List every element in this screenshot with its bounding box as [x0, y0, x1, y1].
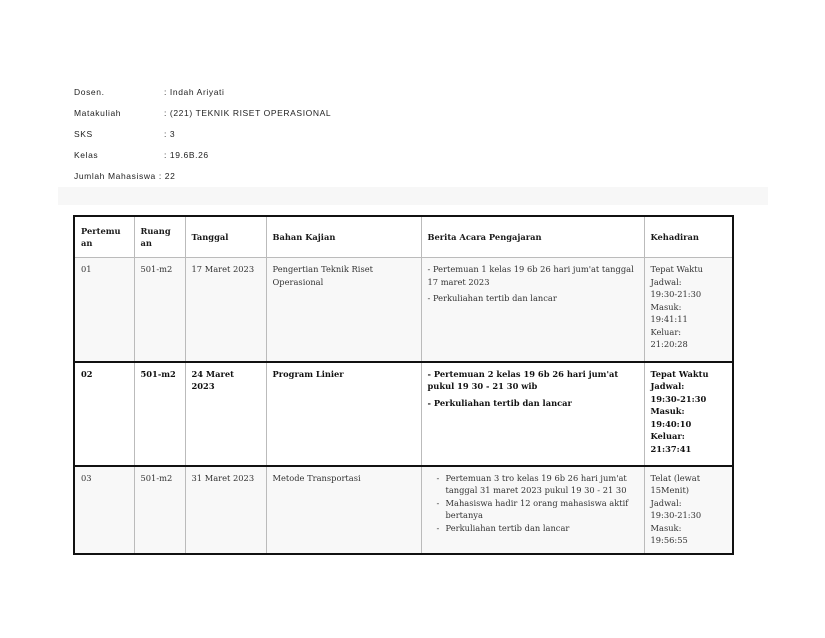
berita-list	[428, 472, 638, 535]
cell-tanggal: 17 Maret 2023	[185, 258, 266, 362]
kelas-value: : 19.6B.26	[164, 150, 209, 160]
cell-kehadiran	[644, 362, 733, 466]
cell-ruangan: 501-m2	[134, 258, 185, 362]
cell-tanggal: 24 Maret 2023	[185, 362, 266, 466]
kehadiran-line: Jadwal:	[650, 276, 682, 287]
berita-line: - Perkuliahan tertib dan lancar	[446, 522, 638, 535]
header-ruangan: Ruang an	[134, 216, 185, 258]
matakuliah-label: Matakuliah	[74, 108, 122, 118]
kehadiran-line: 19:30-21:30	[650, 289, 702, 299]
cell-ruangan: 501-m2	[134, 466, 185, 554]
jumlah-label: Jumlah Mahasiswa	[74, 171, 156, 181]
cell-berita	[421, 362, 644, 466]
cell-bahan: Metode Transportasi	[266, 466, 421, 554]
berita-line: - Pertemuan 1 kelas 19 6b 26 hari jum'at tanggal 17 maret 2023	[427, 264, 634, 287]
kehadiran-line: 19:30-21:30	[650, 510, 702, 520]
kelas-label: Kelas	[74, 150, 99, 160]
sks-label: SKS	[74, 129, 93, 139]
table-row	[74, 258, 733, 362]
jumlah-value: : 22	[158, 171, 176, 181]
cell-bahan: Pengertian Teknik Riset Operasional	[266, 258, 421, 362]
jumlah-line	[74, 171, 175, 181]
kehadiran-line: 19:41:11	[650, 314, 688, 324]
kehadiran-line: Jadwal:	[650, 381, 685, 391]
header-pertemuan: Pertemu an	[74, 216, 134, 258]
kehadiran-line: 19:30-21:30	[650, 393, 707, 404]
matakuliah-value: : (221) TEKNIK RISET OPERASIONAL	[164, 108, 332, 118]
cell-berita	[421, 466, 644, 554]
sks-value: : 3	[164, 129, 176, 139]
berita-line: - Pertemuan 2 kelas 19 6b 26 hari jum'at pukul 19 30 - 21 30 wib	[427, 368, 619, 391]
kehadiran-line: 21:37:41	[650, 443, 692, 454]
sks-line	[74, 129, 175, 139]
matakuliah-line	[74, 108, 331, 118]
cell-pertemuan: 02	[74, 362, 134, 466]
kelas-line	[74, 150, 209, 160]
table-row	[74, 466, 733, 554]
berita-line: - Perkuliahan tertib dan lancar	[427, 293, 557, 303]
berita-line: - Pertemuan 3 tro kelas 19 6b 26 hari jum'at tanggal 31 maret 2023 pukul 19 30 - 21 30	[446, 472, 638, 497]
header-berita-acara: Berita Acara Pengajaran	[421, 216, 644, 258]
kehadiran-line: Jadwal:	[650, 497, 682, 508]
kehadiran-line: 19:40:10	[650, 418, 692, 429]
cell-pertemuan: 01	[74, 258, 134, 362]
cell-pertemuan: 03	[74, 466, 134, 554]
table-header-row	[74, 216, 733, 258]
kehadiran-line: Masuk:	[650, 406, 685, 416]
kehadiran-line: Keluar:	[650, 431, 685, 441]
kehadiran-line: Keluar:	[650, 326, 682, 337]
kehadiran-status: Tepat Waktu	[650, 264, 703, 274]
cell-tanggal: 31 Maret 2023	[185, 466, 266, 554]
berita-line: - Perkuliahan tertib dan lancar	[427, 397, 572, 408]
kehadiran-line: 19:56:55	[650, 535, 688, 545]
separator-band	[58, 187, 768, 205]
cell-ruangan: 501-m2	[134, 362, 185, 466]
berita-line: - Mahasiswa hadir 12 orang mahasiswa aktif bertanya	[446, 497, 638, 522]
dosen-line	[74, 87, 225, 97]
dosen-value: : Indah Ariyati	[164, 87, 225, 97]
header-tanggal: Tanggal	[185, 216, 266, 258]
header-bahan-kajian: Bahan Kajian	[266, 216, 421, 258]
kehadiran-line: 21:20:28	[650, 339, 688, 349]
kehadiran-status: Telat (lewat 15Menit)	[650, 472, 701, 495]
kehadiran-line: Masuk:	[650, 522, 682, 533]
table-row	[74, 362, 733, 466]
header-kehadiran: Kehadiran	[644, 216, 733, 258]
cell-kehadiran	[644, 258, 733, 362]
cell-kehadiran	[644, 466, 733, 554]
kehadiran-line: Masuk:	[650, 301, 682, 312]
kehadiran-status: Tepat Waktu	[650, 368, 709, 379]
dosen-label: Dosen.	[74, 87, 105, 97]
attendance-table	[73, 215, 734, 555]
cell-berita	[421, 258, 644, 362]
cell-bahan: Program Linier	[266, 362, 421, 466]
